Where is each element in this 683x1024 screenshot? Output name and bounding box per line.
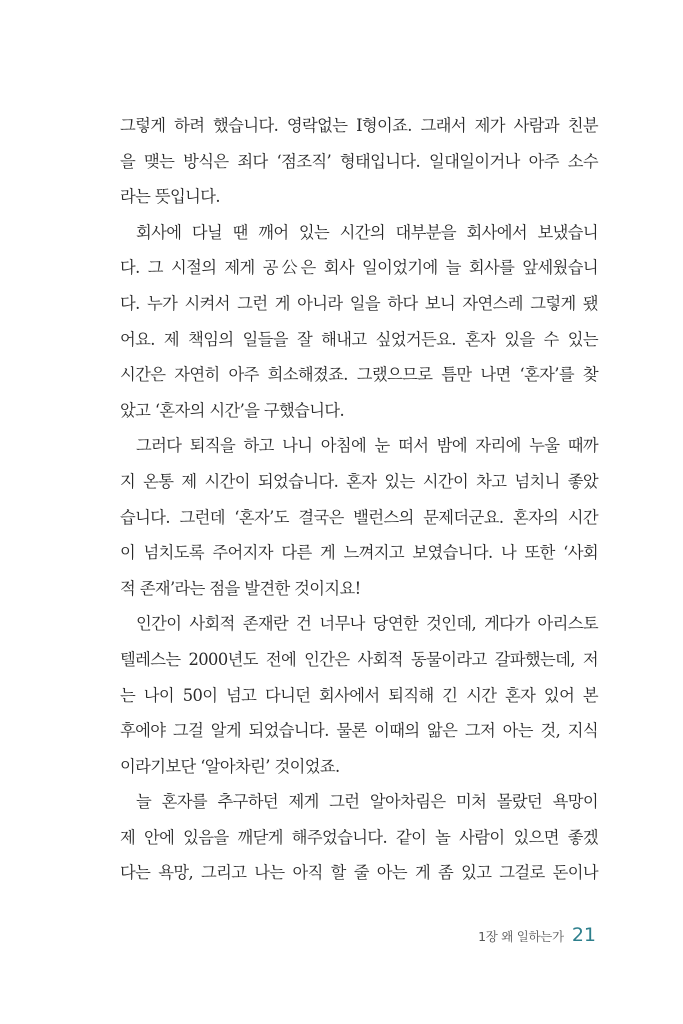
- text-line: 다는 욕망, 그리고 나는 아직 할 줄 아는 게 좀 있고 그걸로 돈이나: [120, 863, 598, 883]
- body-text: [120, 108, 598, 891]
- text-line: 이 넘치도록 주어지자 다른 게 느껴지고 보였습니다. 나 또한 ‘사회: [120, 543, 598, 563]
- page-number: 21: [571, 924, 596, 946]
- page-footer: [478, 924, 596, 948]
- text-line: 는 나이 50이 넘고 다니던 회사에서 퇴직해 긴 시간 혼자 있어 본: [120, 685, 598, 705]
- text-line: 지 온통 제 시간이 되었습니다. 혼자 있는 시간이 차고 넘치니 좋았: [120, 471, 598, 491]
- text-line: 다. 그 시절의 제게 공公은 회사 일이었기에 늘 회사를 앞세웠습니: [120, 258, 598, 278]
- text-line: 다. 누가 시켜서 그런 게 아니라 일을 하다 보니 자연스레 그렇게 됐: [120, 293, 598, 313]
- text-line: 인간이 사회적 존재란 건 너무나 당연한 것인데, 게다가 아리스토: [136, 614, 598, 634]
- text-line: 제 안에 있음을 깨닫게 해주었습니다. 같이 놀 사람이 있으면 좋겠: [120, 827, 598, 847]
- text-line: 이라기보단 ‘알아차린’ 것이었죠.: [120, 756, 340, 776]
- text-line: 텔레스는 2000년도 전에 인간은 사회적 동물이라고 갈파했는데, 저: [120, 649, 598, 669]
- text-line: 습니다. 그런데 ‘혼자’도 결국은 밸런스의 문제더군요. 혼자의 시간: [120, 507, 598, 527]
- text-line: 그러다 퇴직을 하고 나니 아침에 눈 떠서 밤에 자리에 누울 때까: [136, 436, 598, 456]
- text-line: 후에야 그걸 알게 되었습니다. 물론 이때의 앎은 그저 아는 것, 지식: [120, 721, 598, 741]
- text-line: 시간은 자연히 아주 희소해졌죠. 그랬으므로 틈만 나면 ‘혼자’를 찾: [120, 365, 598, 385]
- text-line: 을 맺는 방식은 죄다 ‘점조직’ 형태입니다. 일대일이거나 아주 소수: [120, 151, 598, 171]
- text-line: 았고 ‘혼자의 시간’을 구했습니다.: [120, 400, 345, 420]
- text-line: 라는 뜻입니다.: [120, 187, 220, 207]
- text-line: 회사에 다닐 땐 깨어 있는 시간의 대부분을 회사에서 보냈습니: [136, 222, 598, 242]
- text-line: 늘 혼자를 추구하던 제게 그런 알아차림은 미처 몰랐던 욕망이: [136, 792, 598, 812]
- text-line: 어요. 제 책임의 일들을 잘 해내고 싶었거든요. 혼자 있을 수 있는: [120, 329, 598, 349]
- text-line: 그렇게 하려 했습니다. 영락없는 I형이죠. 그래서 제가 사람과 친분: [120, 116, 598, 135]
- chapter-title: 1장 왜 일하는가: [478, 929, 564, 944]
- text-line: 적 존재’라는 점을 발견한 것이지요!: [120, 578, 361, 598]
